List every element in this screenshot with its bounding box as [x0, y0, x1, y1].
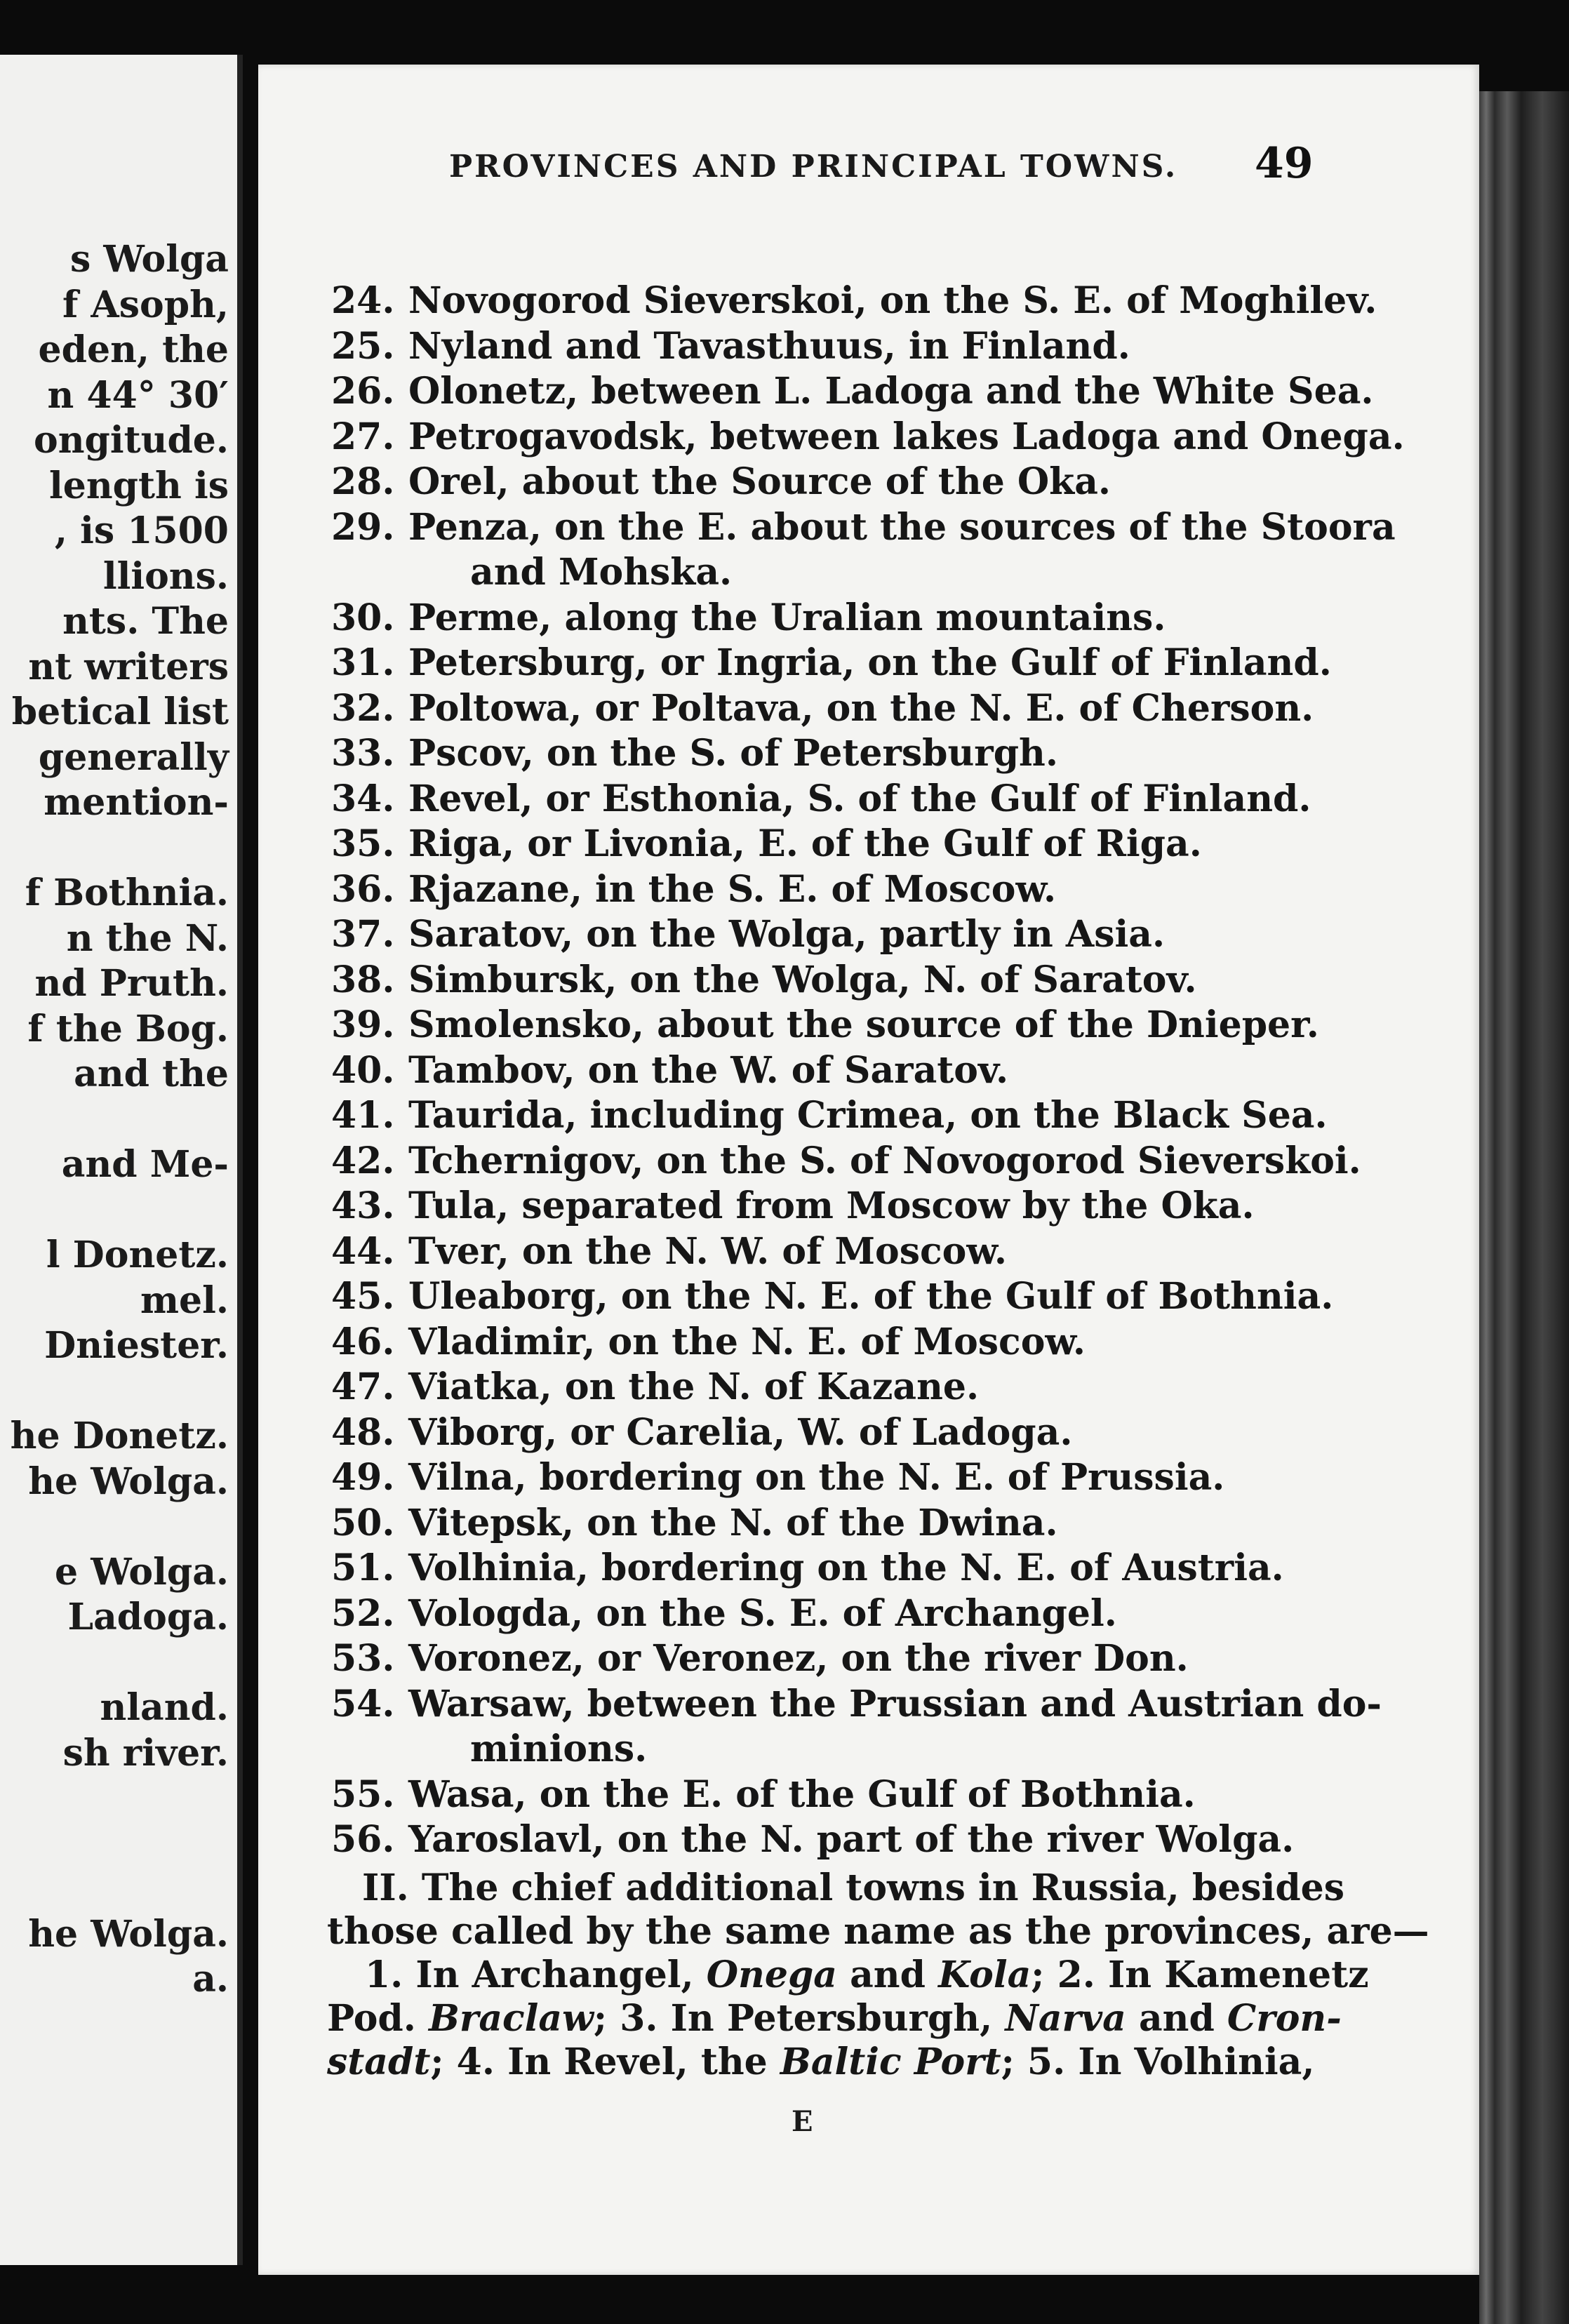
list-item [331, 506, 1396, 549]
entry-number: 46. [331, 1320, 395, 1363]
entry-number: 49. [331, 1456, 395, 1499]
entry-text: Petrogavodsk, between lakes Ladoga and Onega. [408, 415, 1405, 458]
list-item [331, 1049, 1008, 1093]
list-item [331, 959, 1197, 1002]
list-item [331, 1773, 1196, 1817]
left-page-line: nland. [100, 1686, 229, 1729]
left-page-line: mention- [44, 781, 229, 824]
list-item [331, 1683, 1382, 1726]
entry-text: Tambov, on the W. of Saratov. [408, 1048, 1009, 1092]
list-item [331, 868, 1056, 911]
signature-mark: E [792, 2105, 813, 2138]
list-item [331, 1275, 1333, 1318]
entry-text: Vitepsk, on the N. of the Dwina. [408, 1501, 1058, 1544]
entry-text: Yaroslavl, on the N. part of the river Wolga. [408, 1818, 1295, 1861]
entry-text: Voronez, or Veronez, on the river Don. [408, 1637, 1189, 1680]
paragraph-line-5: stadt; 4. In Revel, the Baltic Port; 5. In Volhinia, [327, 2041, 1315, 2083]
list-item [331, 1003, 1319, 1047]
entry-text: Simbursk, on the Wolga, N. of Saratov. [408, 958, 1197, 1001]
list-item [331, 1184, 1255, 1228]
entry-text: Smolensko, about the source of the Dnieper. [408, 1003, 1319, 1046]
entry-text: Petersburg, or Ingria, on the Gulf of Finland. [408, 641, 1332, 684]
entry-number: 39. [331, 1003, 395, 1046]
list-item [331, 1321, 1086, 1364]
entry-text: Viatka, on the N. of Kazane. [408, 1365, 980, 1408]
entry-text: Saratov, on the Wolga, partly in Asia. [408, 913, 1166, 956]
entry-text: Tchernigov, on the S. of Novogorod Sieverskoi. [408, 1139, 1361, 1182]
left-page-line: , is 1500 [54, 509, 229, 552]
left-page-line: and the [74, 1053, 229, 1095]
left-page-line: a. [192, 1958, 229, 2001]
list-item [331, 1502, 1058, 1545]
list-item [331, 1637, 1189, 1681]
left-page-line: nd Pruth. [34, 962, 229, 1005]
list-item [331, 460, 1111, 504]
left-page-line: e Wolga. [55, 1550, 229, 1594]
list-item [331, 1592, 1117, 1636]
list-item [331, 1818, 1294, 1862]
left-page-line: f the Bog. [27, 1007, 229, 1050]
left-page-line: nts. The [62, 600, 229, 643]
entry-number: 34. [331, 777, 395, 820]
entry-number: 48. [331, 1410, 395, 1454]
entry-number: 54. [331, 1682, 395, 1725]
entry-number: 25. [331, 324, 395, 368]
entry-number: 42. [331, 1139, 395, 1182]
list-item [331, 370, 1374, 413]
list-item [331, 415, 1405, 459]
entry-number: 30. [331, 596, 395, 639]
entry-number: 56. [331, 1818, 395, 1861]
list-item [331, 1230, 1007, 1274]
left-page-line: mel. [140, 1278, 229, 1322]
paragraph-line-4: Pod. Braclaw; 3. In Petersburgh, Narva and Cron- [327, 1997, 1342, 2040]
entry-text: Nyland and Tavasthuus, in Finland. [408, 324, 1130, 368]
left-page-line: he Wolga. [28, 1912, 229, 1956]
entry-number: 37. [331, 913, 395, 956]
entry-text: Warsaw, between the Prussian and Austrian do- [408, 1682, 1382, 1725]
entry-number: 36. [331, 867, 395, 911]
entry-number: 27. [331, 415, 395, 458]
entry-number: 43. [331, 1184, 395, 1227]
list-item [331, 913, 1165, 956]
left-page-line: length is [49, 464, 229, 507]
list-item [331, 279, 1377, 323]
entry-number: 45. [331, 1275, 395, 1318]
entry-text: Perme, along the Uralian mountains. [408, 596, 1166, 639]
entry-text: Tver, on the N. W. of Moscow. [408, 1229, 1007, 1273]
left-page-line: generally [38, 735, 229, 779]
entry-number: 44. [331, 1229, 395, 1273]
left-page-line: l Donetz. [46, 1234, 229, 1276]
entry-number: 50. [331, 1501, 395, 1544]
entry-text: Penza, on the E. about the sources of the Stoora [408, 505, 1396, 549]
entry-number: 33. [331, 732, 395, 775]
entry-number: 26. [331, 370, 395, 413]
entry-text: Vladimir, on the N. E. of Moscow. [408, 1320, 1086, 1363]
entry-number: 28. [331, 460, 395, 503]
entry-number: 40. [331, 1048, 395, 1092]
page-number: 49 [1255, 139, 1314, 188]
entry-number: 52. [331, 1591, 395, 1635]
entry-text: Pscov, on the S. of Petersburgh. [408, 732, 1058, 775]
list-item [331, 1411, 1072, 1455]
paragraph-line-1: II. The chief additional towns in Russia, besides [362, 1866, 1345, 1909]
entry-number: 32. [331, 686, 395, 730]
list-item [331, 641, 1332, 685]
left-page-line: and Me- [61, 1143, 229, 1186]
list-item [331, 687, 1314, 730]
list-item [331, 1456, 1224, 1500]
entry-text: Vilna, bordering on the N. E. of Prussia. [408, 1456, 1225, 1499]
entry-text: Viborg, or Carelia, W. of Ladoga. [408, 1410, 1073, 1454]
list-item [331, 596, 1166, 640]
left-page-line: n the N. [66, 916, 229, 960]
entry-text: Tula, separated from Moscow by the Oka. [408, 1184, 1255, 1227]
list-item [331, 1094, 1328, 1137]
entry-text: Uleaborg, on the N. E. of the Gulf of Bothnia. [408, 1275, 1334, 1318]
entry-number: 29. [331, 505, 395, 549]
entry-number: 47. [331, 1365, 395, 1408]
paragraph-line-2: those called by the same name as the provinces, are— [327, 1910, 1429, 1953]
left-page-line: Ladoga. [67, 1596, 229, 1638]
list-item [331, 1365, 979, 1409]
left-page-line: he Donetz. [10, 1415, 229, 1457]
paragraph-line-3: 1. In Archangel, Onega and Kola; 2. In Kamenetz [365, 1954, 1369, 1996]
left-page-line: betical list [11, 690, 229, 733]
entry-text: Orel, about the Source of the Oka. [408, 460, 1111, 503]
left-page-line: ongitude. [34, 419, 229, 462]
list-item [331, 325, 1130, 368]
entry-text: Rjazane, in the S. E. of Moscow. [408, 867, 1057, 911]
entry-number: 38. [331, 958, 395, 1001]
entry-text: Vologda, on the S. E. of Archangel. [408, 1591, 1117, 1635]
entry-text: Novogorod Sieverskoi, on the S. E. of Moghilev. [408, 279, 1377, 322]
entry-text: Riga, or Livonia, E. of the Gulf of Riga. [408, 822, 1202, 865]
entry-text: Poltowa, or Poltava, on the N. E. of Cherson. [408, 686, 1314, 730]
list-item [331, 732, 1058, 775]
entry-text: Wasa, on the E. of the Gulf of Bothnia. [408, 1772, 1196, 1816]
left-page-line: nt writers [28, 645, 229, 688]
entry-number: 41. [331, 1094, 395, 1137]
left-page-line: Dniester. [44, 1324, 229, 1367]
entry-number: 55. [331, 1772, 395, 1816]
left-facing-page [0, 55, 243, 2265]
entry-continuation: and Mohska. [470, 551, 733, 594]
list-item [331, 777, 1311, 821]
left-page-line: f Bothnia. [25, 872, 229, 914]
entry-text: Taurida, including Crimea, on the Black Sea. [408, 1094, 1328, 1137]
left-page-line: llions. [102, 554, 229, 598]
entry-text: Revel, or Esthonia, S. of the Gulf of Finland. [408, 777, 1311, 820]
left-page-line: s Wolga [69, 238, 229, 281]
running-head: PROVINCES AND PRINCIPAL TOWNS. [449, 149, 1178, 185]
left-page-line: f Asoph, [62, 283, 229, 326]
entry-text: Volhinia, bordering on the N. E. of Austria. [408, 1547, 1284, 1589]
entry-number: 53. [331, 1637, 395, 1680]
list-item [331, 1547, 1284, 1590]
left-page-line: n 44° 30′ [47, 373, 229, 417]
entry-number: 35. [331, 822, 395, 865]
entry-number: 31. [331, 641, 395, 684]
entry-text: Olonetz, between L. Ladoga and the White Sea. [408, 370, 1374, 413]
left-page-line: eden, the [38, 328, 229, 371]
left-page-line: sh river. [62, 1731, 229, 1775]
list-item [331, 1140, 1361, 1183]
entry-continuation: minions. [470, 1728, 648, 1770]
entry-number: 24. [331, 279, 395, 322]
left-page-line: he Wolga. [28, 1460, 229, 1503]
list-item [331, 822, 1202, 866]
entry-number: 51. [331, 1547, 395, 1589]
book-spine [1479, 91, 1569, 2324]
